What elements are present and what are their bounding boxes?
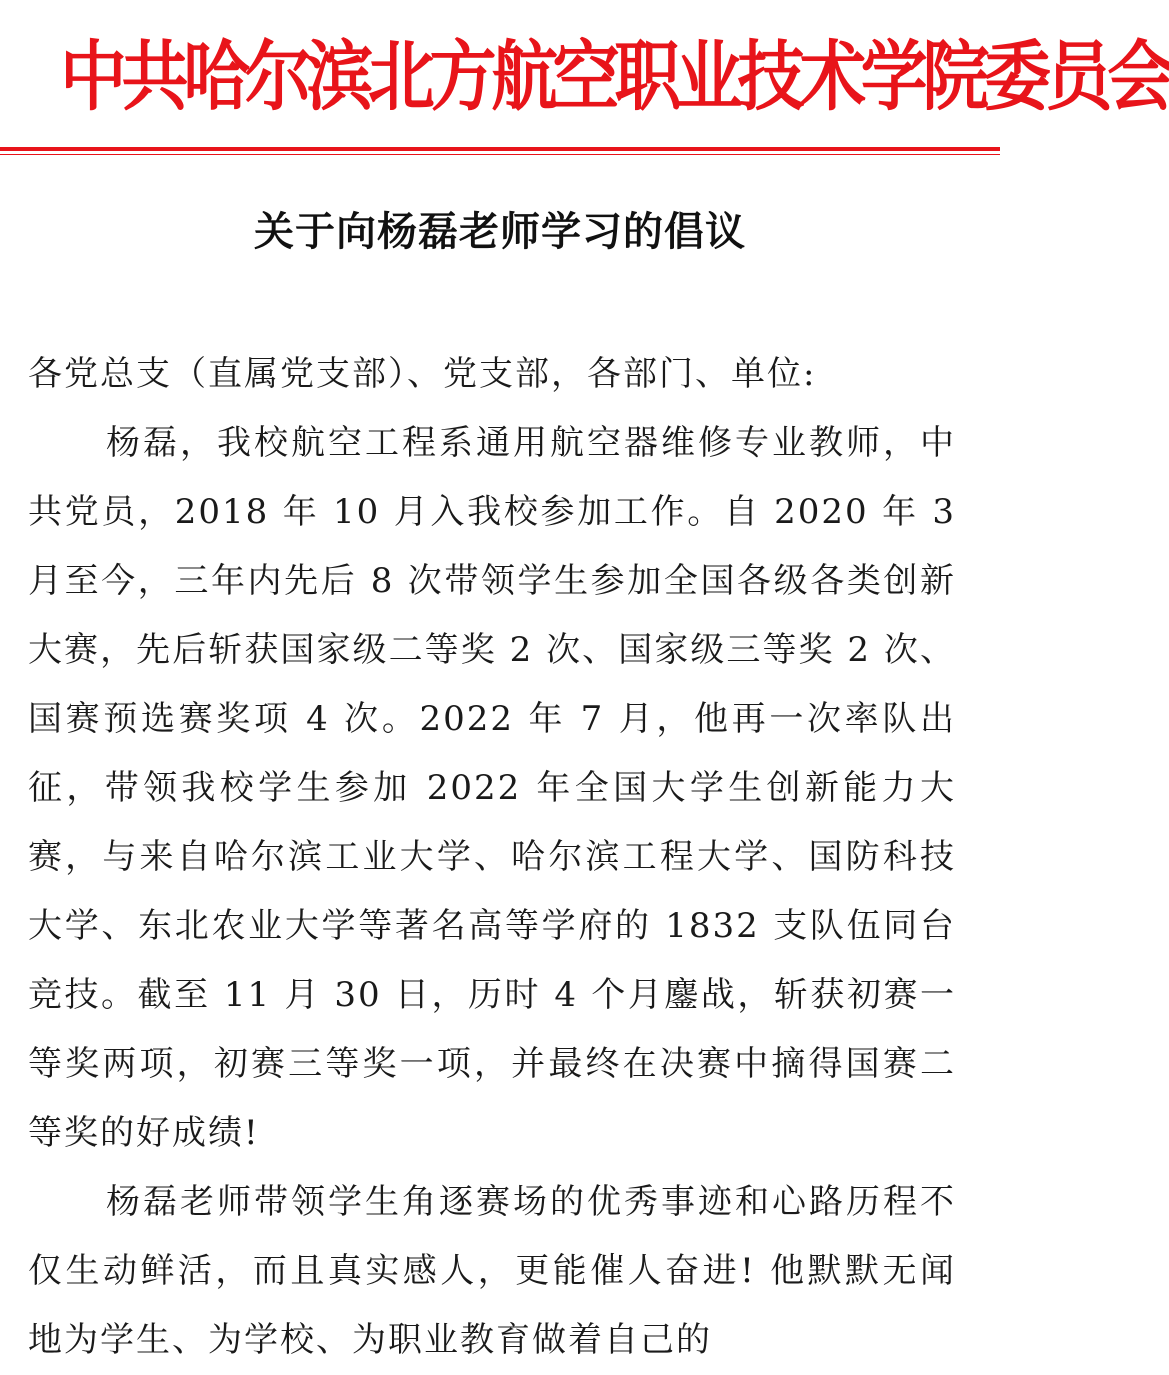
masthead-organization-name: 中共哈尔滨北方航空职业技术学院委员会 — [60, 32, 1169, 121]
document-title: 关于向杨磊老师学习的倡议 — [254, 208, 746, 255]
document-body — [28, 340, 956, 1375]
salutation: 各党总支（直属党支部）、党支部，各部门、单位: — [28, 354, 817, 394]
masthead-thin-divider — [0, 154, 1000, 155]
body-paragraph-2: 杨磊老师带领学生角逐赛场的优秀事迹和心路历程不仅生动鲜活，而且真实感人，更能催人奋进! 他默默无闻地为学生、为学校、为职业教育做着自己的 — [28, 1182, 956, 1360]
masthead-thick-divider — [0, 147, 1000, 151]
body-paragraph-1: 杨磊，我校航空工程系通用航空器维修专业教师，中共党员，2018 年 10 月入我校参加工作。自 2020 年 3 月至今，三年内先后 8 次带领学生参加全国各级各类创新大赛，先后斩获国家级二等奖 2 次、国家级三等奖 2 次、国赛预选赛奖项 4 次。2022 年 7 月，他再一次率队出征，带领我校学生参加 2022 年全国大学生创新能力大赛，与来自哈尔滨工业大学、哈尔滨工程大学、国防科技大学、东北农业大学等著名高等学府的 1832 支队伍同台竞技。截至 11 月 30 日，历时 4 个月鏖战，斩获初赛一等奖两项，初赛三等奖一项，并最终在决赛中摘得国赛二等奖的好成绩! — [28, 423, 956, 1153]
